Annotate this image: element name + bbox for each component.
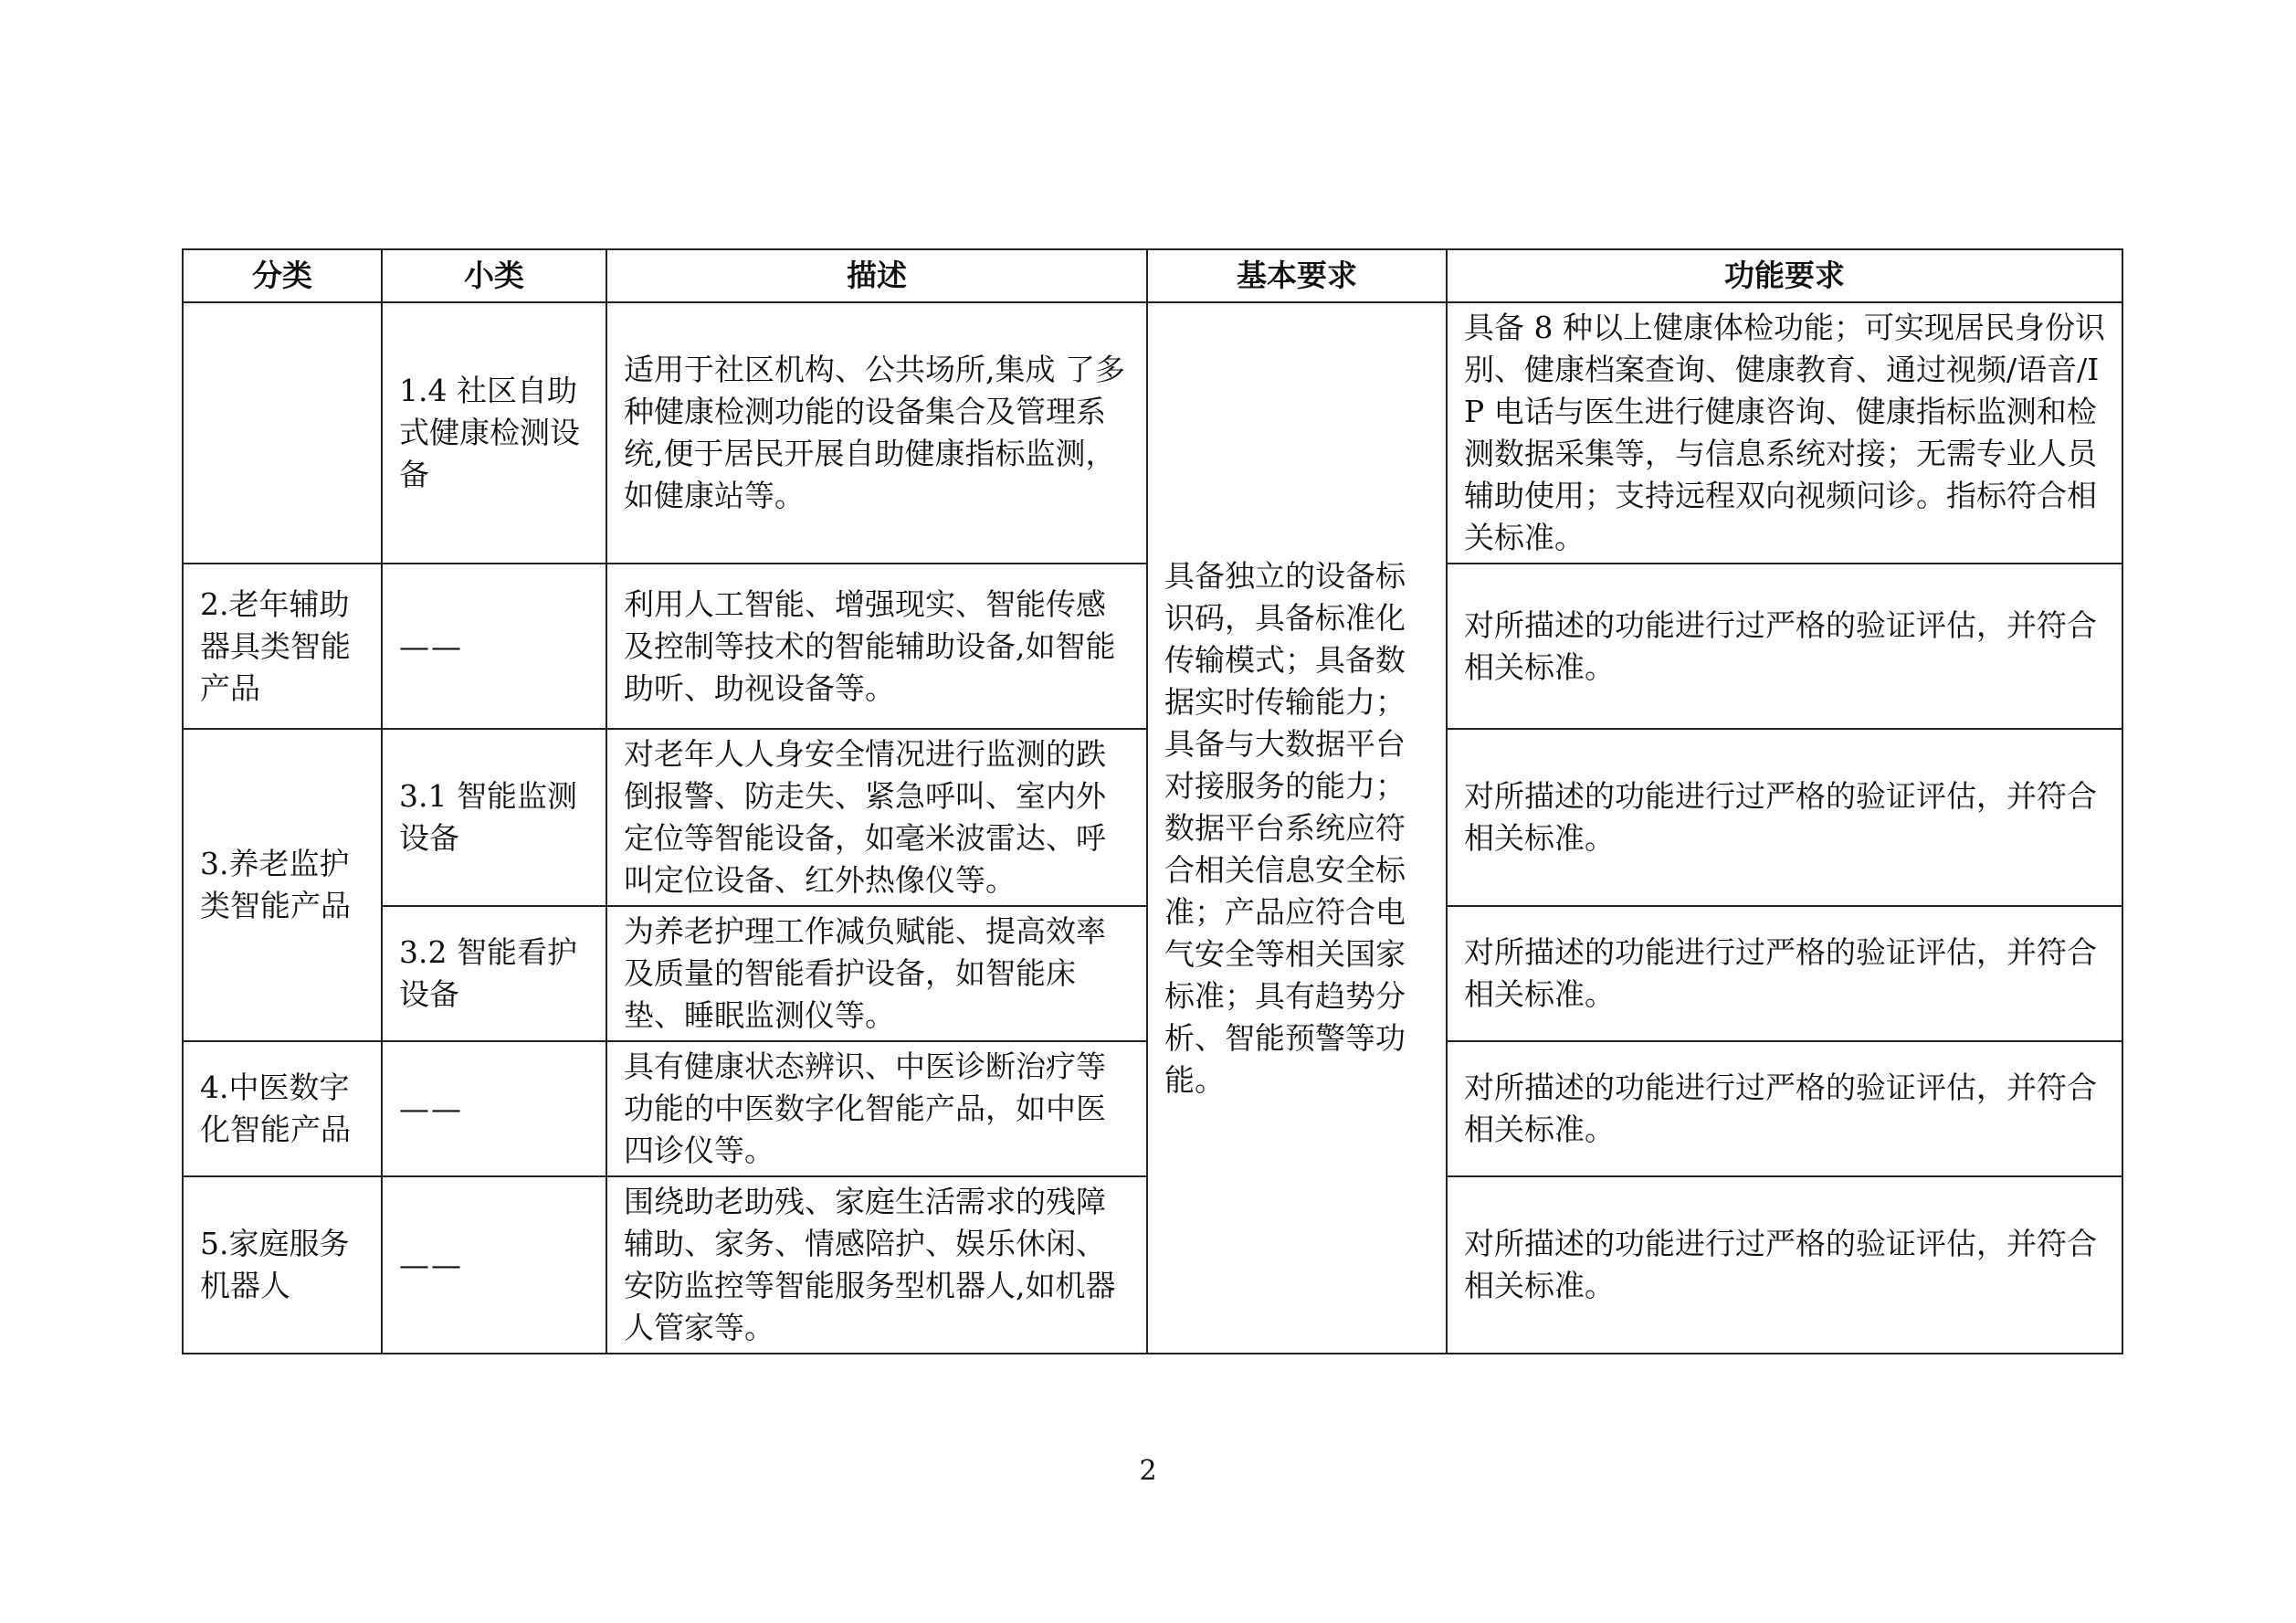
function-requirement-cell: 对所描述的功能进行过严格的验证评估，并符合相关标准。 [1447,564,2122,729]
header-category: 分类 [183,249,382,302]
shared-basic-requirement-cell: 具备独立的设备标识码，具备标准化传输模式；具备数据实时传输能力；具备与大数据平台对接服务的能力；数据平台系统应符合相关信息安全标准；产品应符合电气安全等相关国家标准；具有趋势分析、智能预警等功能。 [1147,302,1447,1354]
description-cell: 具有健康状态辨识、中医诊断治疗等功能的中医数字化智能产品，如中医四诊仪等。 [606,1041,1147,1176]
category-cell: 4.中医数字化智能产品 [183,1041,382,1176]
subcategory-cell: —— [382,564,606,729]
description-cell: 利用人工智能、增强现实、智能传感及控制等技术的智能辅助设备,如智能助听、助视设备等。 [606,564,1147,729]
table-row [183,302,2122,564]
category-cell: 2.老年辅助器具类智能产品 [183,564,382,729]
subcategory-cell: —— [382,1176,606,1354]
page-number: 2 [1139,1455,1157,1487]
description-cell: 对老年人人身安全情况进行监测的跌倒报警、防走失、紧急呼叫、室内外定位等智能设备，如毫米波雷达、呼叫定位设备、红外热像仪等。 [606,729,1147,906]
function-requirement-cell: 对所描述的功能进行过严格的验证评估，并符合相关标准。 [1447,1176,2122,1354]
header-description: 描述 [606,249,1147,302]
function-requirement-cell: 具备 8 种以上健康体检功能；可实现居民身份识别、健康档案查询、健康教育、通过视频/语音/IP 电话与医生进行健康咨询、健康指标监测和检测数据采集等，与信息系统对接；无需专业人员辅助使用；支持远程双向视频问诊。指标符合相关标准。 [1447,302,2122,564]
header-row [183,249,2122,302]
header-subcategory: 小类 [382,249,606,302]
header-function-requirement: 功能要求 [1447,249,2122,302]
subcategory-cell: 3.2 智能看护设备 [382,906,606,1041]
subcategory-cell: 1.4 社区自助式健康检测设备 [382,302,606,564]
function-requirement-cell: 对所描述的功能进行过严格的验证评估，并符合相关标准。 [1447,729,2122,906]
subcategory-cell: 3.1 智能监测设备 [382,729,606,906]
requirements-table [182,248,2123,1354]
description-cell: 适用于社区机构、公共场所,集成 了多种健康检测功能的设备集合及管理系统,便于居民开展自助健康指标监测，如健康站等。 [606,302,1147,564]
category-cell: 5.家庭服务机器人 [183,1176,382,1354]
subcategory-cell: —— [382,1041,606,1176]
description-cell: 为养老护理工作减负赋能、提高效率及质量的智能看护设备，如智能床垫、睡眠监测仪等。 [606,906,1147,1041]
function-requirement-cell: 对所描述的功能进行过严格的验证评估，并符合相关标准。 [1447,1041,2122,1176]
category-cell: 3.养老监护类智能产品 [183,729,382,1041]
description-cell: 围绕助老助残、家庭生活需求的残障辅助、家务、情感陪护、娱乐休闲、安防监控等智能服务型机器人,如机器人管家等。 [606,1176,1147,1354]
header-basic-requirement: 基本要求 [1147,249,1447,302]
category-cell [183,302,382,564]
function-requirement-cell: 对所描述的功能进行过严格的验证评估，并符合相关标准。 [1447,906,2122,1041]
